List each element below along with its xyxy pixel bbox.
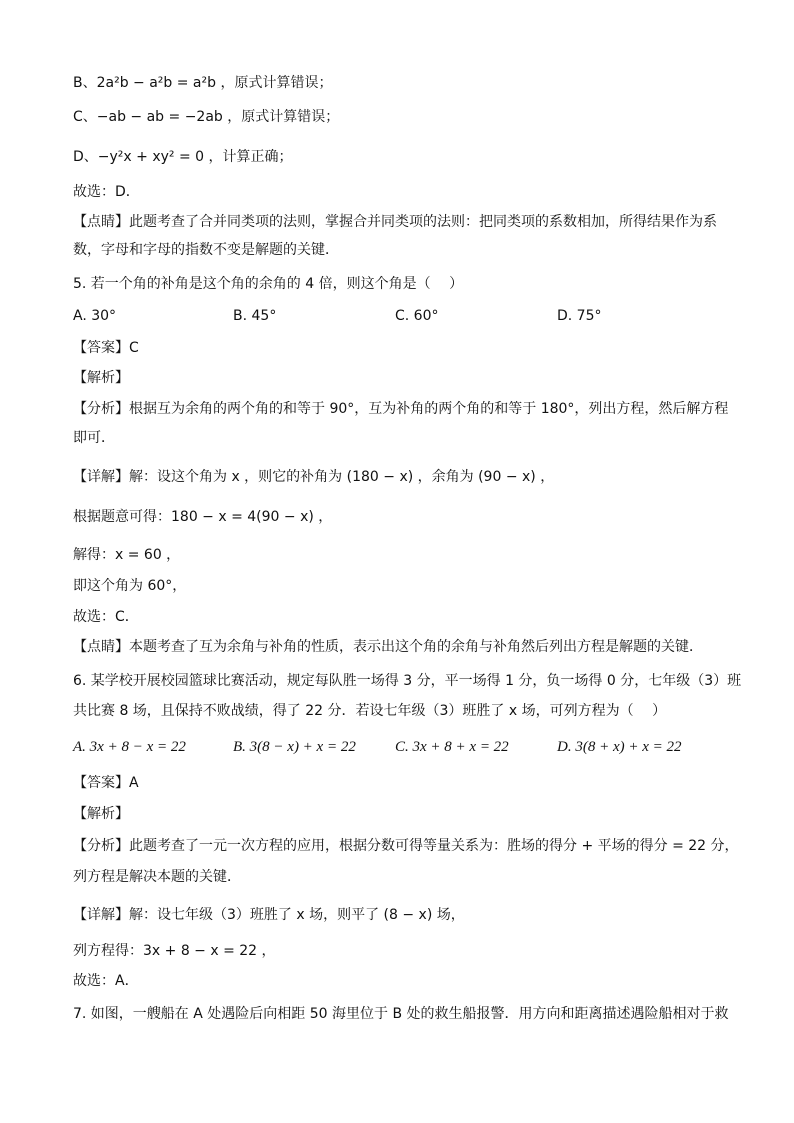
solution-line-c: C、−ab − ab = −2ab ，原式计算错误； bbox=[73, 109, 340, 125]
q5-analysis-line-1: 【分析】根据互为余角的两个角的和等于 90°，互为补角的两个角的和等于 180°，列出方程，然后解方程 bbox=[73, 401, 729, 417]
q5-option-c: C. 60° bbox=[395, 308, 439, 324]
q6-option-b: B. 3(8 − x) + x = 22 bbox=[233, 739, 356, 755]
q5-option-a: A. 30° bbox=[73, 308, 117, 324]
q6-option-d: D. 3(8 + x) + x = 22 bbox=[557, 739, 682, 755]
q5-option-b: B. 45° bbox=[233, 308, 277, 324]
q6-equation: 列方程得：3x + 8 − x = 22 ， bbox=[73, 943, 276, 959]
q5-result: 即这个角为 60°， bbox=[73, 578, 187, 594]
q5-detail: 【详解】解：设这个角为 x ，则它的补角为 (180 − x) ，余角为 (90 − x) ， bbox=[73, 469, 555, 485]
answer-choice-line: 故选：D． bbox=[73, 184, 140, 200]
q5-option-d: D. 75° bbox=[557, 308, 602, 324]
question-5: 5. 若一个角的补角是这个角的余角的 4 倍，则这个角是（ ） bbox=[73, 276, 464, 292]
q5-solution: 解得：x = 60 ， bbox=[73, 547, 181, 563]
q5-comment: 【点睛】本题考查了互为余角与补角的性质，表示出这个角的余角与补角然后列出方程是解题的关键． bbox=[73, 639, 703, 655]
question-6-line-2: 共比赛 8 场，且保持不败战绩，得了 22 分．若设七年级（3）班胜了 x 场，可列方程为（ ） bbox=[73, 703, 667, 719]
q6-option-a: A. 3x + 8 − x = 22 bbox=[73, 739, 186, 755]
q6-analysis-heading: 【解析】 bbox=[73, 806, 129, 822]
q6-option-c: C. 3x + 8 + x = 22 bbox=[395, 739, 509, 755]
q6-detail: 【详解】解：设七年级（3）班胜了 x 场，则平了 (8 − x) 场， bbox=[73, 907, 465, 923]
q6-choose: 故选：A． bbox=[73, 973, 139, 989]
q6-analysis-line-1: 【分析】此题考查了一元一次方程的应用，根据分数可得等量关系为：胜场的得分 + 平场的得分 = 22 分， bbox=[73, 838, 739, 854]
q5-equation: 根据题意可得：180 − x = 4(90 − x) ， bbox=[73, 509, 333, 525]
q6-answer: 【答案】A bbox=[73, 775, 139, 791]
solution-line-d: D、−y²x + xy² = 0 ，计算正确； bbox=[73, 149, 293, 165]
q5-choose: 故选：C． bbox=[73, 609, 139, 625]
q5-answer: 【答案】C bbox=[73, 340, 139, 356]
q5-analysis-heading: 【解析】 bbox=[73, 370, 129, 386]
comment-line-1: 【点睛】此题考查了合并同类项的法则，掌握合并同类项的法则：把同类项的系数相加，所得结果作为系 bbox=[73, 214, 717, 230]
q6-analysis-line-2: 列方程是解决本题的关键． bbox=[73, 869, 241, 885]
question-7: 7. 如图，一艘船在 A 处遇险后向相距 50 海里位于 B 处的救生船报警．用方向和距离描述遇险船相对于救 bbox=[73, 1006, 729, 1022]
question-6-line-1: 6. 某学校开展校园篮球比赛活动，规定每队胜一场得 3 分，平一场得 1 分，负一场得 0 分，七年级（3）班 bbox=[73, 673, 742, 689]
comment-line-2: 数，字母和字母的指数不变是解题的关键． bbox=[73, 242, 339, 258]
q5-analysis-line-2: 即可． bbox=[73, 430, 115, 446]
solution-line-b: B、2a²b − a²b = a²b ，原式计算错误； bbox=[73, 75, 333, 91]
